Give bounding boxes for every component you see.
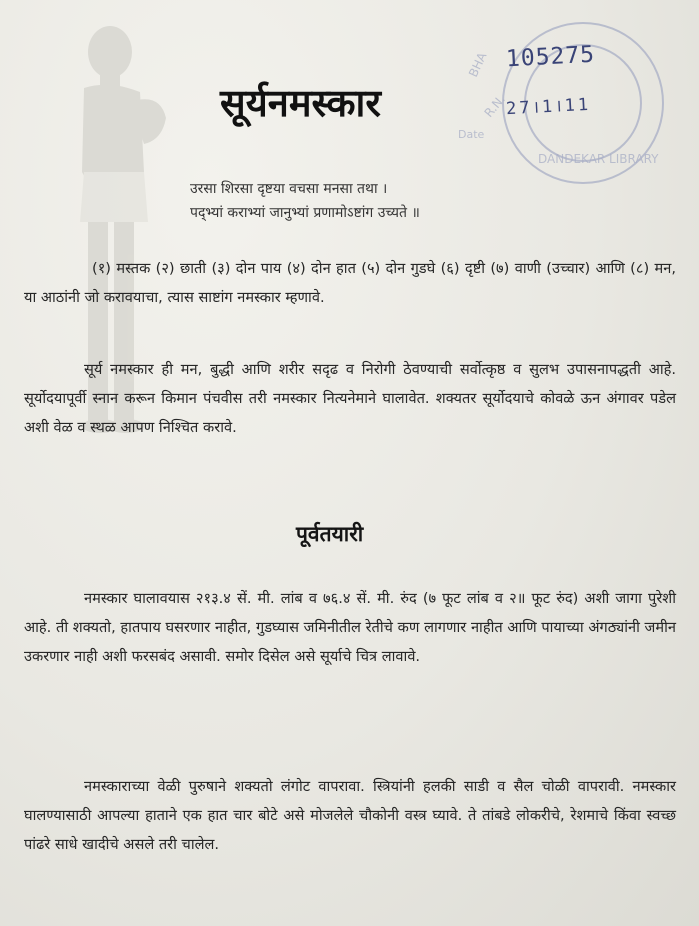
- shloka-line-2: पद्भ्यां कराभ्यां जानुभ्यां प्रणामोऽष्टांग उच्यते ॥: [190, 205, 420, 221]
- handwritten-date: 27।1।11: [505, 94, 592, 120]
- paragraph-space-requirements: नमस्कार घालावयास २१३.४ सें. मी. लांब व ७६.४ सें. मी. रुंद (७ फूट लांब व २॥ फूट रुंद) अशी जागा पुरेशी आहे. ती शक्यतो, हातपाय घसरणार नाहीत, गुडघ्यास जमिनीतील रेतीचे कण लागणार नाहीत आणि पायाच्या अंगठ्यांनी जमीन उकरणार नाही अशी फरसबंद असावी. समोर दिसेल असे सूर्याचे चित्र लावावे.: [24, 590, 676, 665]
- stamp-text: DANDEKAR LIBRARY: [538, 152, 659, 166]
- shloka-line-1: उरसा शिरसा दृष्टया वचसा मनसा तथा ।: [190, 181, 388, 197]
- paragraph-clothing: नमस्काराच्या वेळी पुरुषाने शक्यतो लंगोट वापरावा. स्त्रियांनी हलकी साडी व सैल चोळी वापरावी. नमस्कार घालण्यासाठी आपल्या हाताने एक हात चार बोटे असे मोजलेले चौकोनी वस्त्र घ्यावे. ते तांबडे लोकरीचे, रेशमाचे किंवा स्वच्छ पांढरे साधे खादीचे असले तरी चालेल.: [24, 778, 676, 853]
- svg-text:BHA: BHA: [466, 50, 490, 80]
- paragraph-surya-namaskar-benefits: सूर्य नमस्कार ही मन, बुद्धी आणि शरीर सदृढ व निरोगी ठेवण्याची सर्वोत्कृष्ठ व सुलभ उपासनापद्धती आहे. सूर्योदयापूर्वी स्नान करून किमान पंचवीस तरी नमस्कार नित्यनेमाने घालावेत. शक्यतर सूर्योदयाचे कोवळे ऊन अंगावर पडेल अशी वेळ व स्थळ आपण निश्चित करावे.: [24, 361, 676, 436]
- handwritten-accession-number: 105275: [505, 41, 596, 73]
- page-title: सूर्यनमस्कार: [220, 80, 381, 125]
- svg-text:R.N.: R.N.: [481, 92, 509, 120]
- paragraph-ashtanga-definition: (१) मस्तक (२) छाती (३) दोन पाय (४) दोन हात (५) दोन गुडघे (६) दृष्टी (७) वाणी (उच्चार) आणि (८) मन, या आठांनी जो करावयाचा, त्यास साष्टांग नमस्कार म्हणावे.: [24, 260, 676, 306]
- section-heading: पूर्वतयारी: [296, 521, 364, 546]
- svg-text:Date: Date: [458, 128, 485, 141]
